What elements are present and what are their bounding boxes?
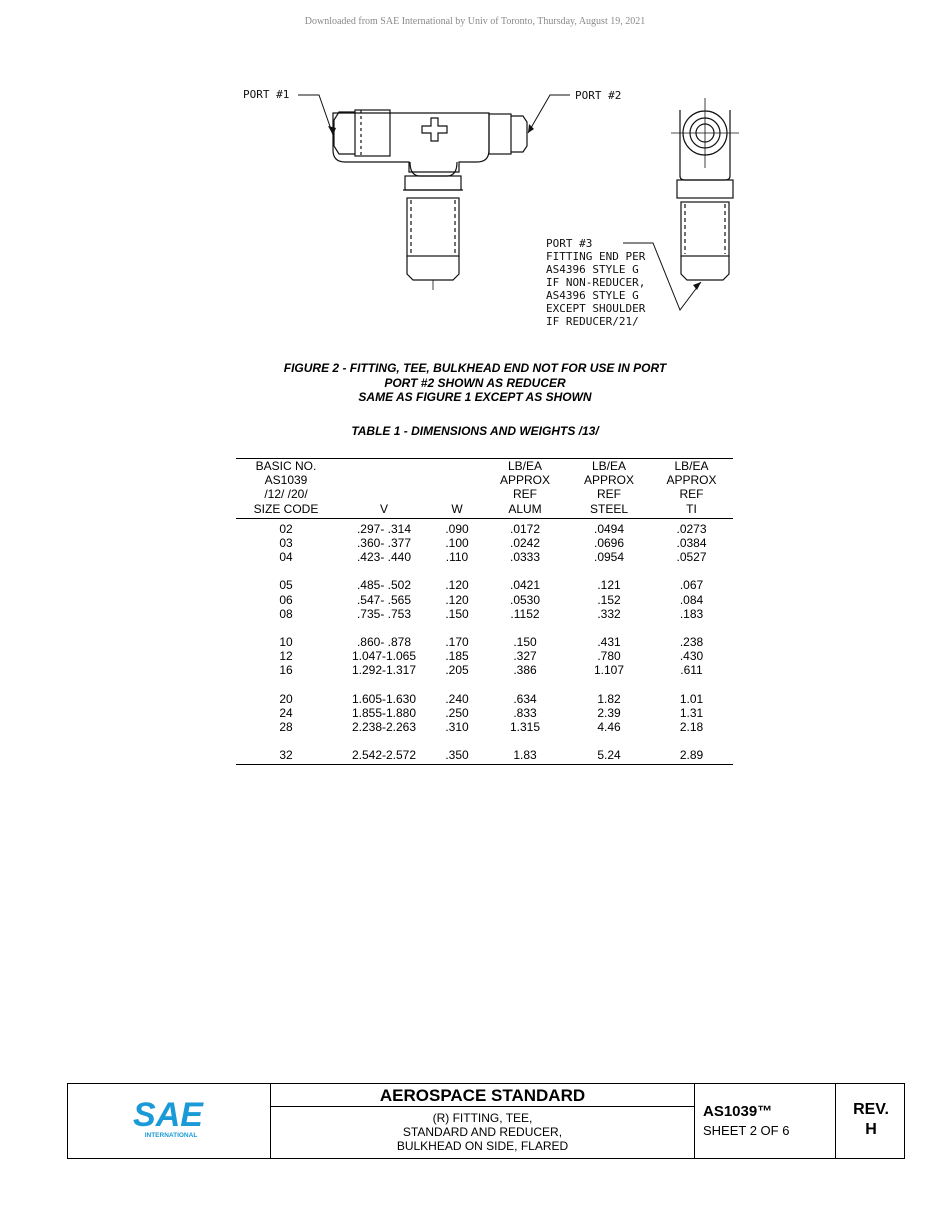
table-cell: .090 bbox=[445, 521, 469, 536]
table-cell: .0242 bbox=[509, 536, 541, 551]
table-cell: .735- .753 bbox=[356, 606, 412, 621]
svg-text:SAE: SAE bbox=[133, 1096, 203, 1134]
table-cell: 2.18 bbox=[679, 720, 704, 735]
table-cell: .0530 bbox=[509, 592, 541, 607]
port-2-label: PORT #2 bbox=[575, 89, 622, 102]
table-cell: 1.047-1.065 bbox=[351, 649, 417, 664]
header-size-code: BASIC NO. AS1039 /12/ /20/ SIZE CODE bbox=[236, 459, 336, 519]
table-cell: 2.542-2.572 bbox=[336, 734, 432, 765]
table-row bbox=[236, 550, 733, 564]
table-cell: .238 bbox=[679, 635, 704, 650]
table-cell: .0333 bbox=[509, 550, 541, 565]
sheet-number: SHEET 2 OF 6 bbox=[703, 1123, 790, 1138]
table-cell: .0494 bbox=[593, 521, 625, 536]
table-cell: 02 bbox=[279, 521, 293, 536]
table-row bbox=[236, 706, 733, 720]
header-alum: LB/EA APPROX REF ALUM bbox=[482, 459, 568, 519]
table-row bbox=[236, 564, 733, 592]
sae-logo bbox=[68, 1084, 271, 1158]
table-row bbox=[236, 734, 733, 765]
table-cell: .250 bbox=[445, 705, 469, 720]
table-cell: .121 bbox=[597, 578, 621, 593]
table-cell: .150 bbox=[445, 606, 469, 621]
table-cell: .240 bbox=[445, 691, 469, 706]
port-3-note-line: PORT #3 bbox=[546, 237, 593, 250]
table-cell: 04 bbox=[279, 550, 293, 565]
table-cell: .611 bbox=[680, 663, 703, 678]
table-cell: 28 bbox=[279, 720, 293, 735]
table-cell: .780 bbox=[597, 649, 621, 664]
table-cell: .310 bbox=[445, 720, 469, 735]
figure-caption-line: FIGURE 2 - FITTING, TEE, BULKHEAD END NOT FOR USE IN PORT bbox=[283, 361, 667, 375]
table-cell: .360- .377 bbox=[356, 536, 412, 551]
table-cell: 1.315 bbox=[509, 720, 541, 735]
logo-cell bbox=[68, 1084, 271, 1158]
table-cell: .386 bbox=[513, 663, 537, 678]
table-cell: .0527 bbox=[676, 550, 707, 565]
port-3-note-line: EXCEPT SHOULDER bbox=[546, 302, 646, 315]
document-description: (R) FITTING, TEE, STANDARD AND REDUCER, BULKHEAD ON SIDE, FLARED bbox=[396, 1111, 569, 1153]
revision-label: REV. bbox=[853, 1101, 889, 1118]
table-row bbox=[236, 536, 733, 550]
table-cell: 10 bbox=[279, 635, 293, 650]
header-ti: LB/EA APPROX REF TI bbox=[650, 459, 733, 519]
table-cell: 1.605-1.630 bbox=[351, 691, 417, 706]
document-number: AS1039™ bbox=[703, 1103, 773, 1120]
table-cell: .0954 bbox=[593, 550, 625, 565]
table-cell: .185 bbox=[445, 649, 469, 664]
title-cell bbox=[271, 1084, 695, 1158]
table-row bbox=[236, 593, 733, 607]
table-row bbox=[236, 678, 733, 706]
table-cell: .067 bbox=[679, 578, 704, 593]
table-row bbox=[236, 607, 733, 621]
table-cell: .423- .440 bbox=[356, 550, 412, 565]
table-cell: .431 bbox=[597, 635, 621, 650]
header-v: V bbox=[336, 459, 432, 519]
table-cell: 20 bbox=[279, 691, 293, 706]
table-row bbox=[236, 663, 733, 677]
download-watermark: Downloaded from SAE International by Univ of Toronto, Thursday, August 19, 2021 bbox=[304, 16, 646, 27]
table-cell: .485- .502 bbox=[356, 578, 412, 593]
table-cell: 08 bbox=[279, 606, 293, 621]
table-cell: 24 bbox=[279, 705, 293, 720]
port-3-note-line: FITTING END PER bbox=[546, 250, 646, 263]
header-w: W bbox=[432, 459, 482, 519]
document-number-cell bbox=[695, 1084, 836, 1158]
dimensions-table bbox=[236, 458, 733, 765]
table-cell: .350 bbox=[432, 734, 482, 765]
table-cell: .120 bbox=[445, 592, 469, 607]
revision-cell bbox=[836, 1084, 906, 1158]
table-cell: .0384 bbox=[676, 536, 707, 551]
table-cell: .110 bbox=[445, 550, 469, 565]
table-row bbox=[236, 621, 733, 649]
port-3-note-line: AS4396 STYLE G bbox=[546, 289, 639, 302]
table-cell: .120 bbox=[445, 578, 469, 593]
figure-caption-line: PORT #2 SHOWN AS REDUCER bbox=[384, 375, 566, 390]
table-cell: .100 bbox=[445, 536, 469, 551]
figure-caption bbox=[0, 361, 950, 405]
table-cell: .833 bbox=[513, 705, 537, 720]
table-cell: 05 bbox=[279, 578, 293, 593]
title-block bbox=[67, 1083, 905, 1159]
table-cell: 32 bbox=[236, 734, 336, 765]
table-cell: 1.82 bbox=[597, 691, 621, 706]
revision-value: H bbox=[865, 1121, 877, 1138]
table-cell: .0172 bbox=[509, 521, 541, 536]
table-cell: .297- .314 bbox=[356, 521, 412, 536]
table-cell: 06 bbox=[279, 592, 293, 607]
table-cell: 16 bbox=[279, 663, 293, 678]
table-row bbox=[236, 649, 733, 663]
revision bbox=[836, 1100, 906, 1140]
table-cell: 1.83 bbox=[482, 734, 568, 765]
port-3-note-line: IF NON-REDUCER, bbox=[546, 276, 646, 289]
table-cell: 03 bbox=[279, 536, 293, 551]
table-cell: .205 bbox=[445, 663, 469, 678]
port-3-note-line: IF REDUCER/21/ bbox=[546, 315, 639, 328]
table-cell: 4.46 bbox=[597, 720, 621, 735]
table-cell: .0273 bbox=[676, 521, 707, 536]
table-cell: 2.39 bbox=[597, 705, 621, 720]
table-cell: .430 bbox=[679, 649, 704, 664]
figure-caption-line: SAME AS FIGURE 1 EXCEPT AS SHOWN bbox=[358, 390, 592, 404]
port-3-note-line: AS4396 STYLE G bbox=[546, 263, 639, 276]
table-title: TABLE 1 - DIMENSIONS AND WEIGHTS /13/ bbox=[351, 424, 599, 438]
table-cell: .332 bbox=[597, 606, 621, 621]
table-cell: .327 bbox=[513, 649, 537, 664]
svg-text:INTERNATIONAL: INTERNATIONAL bbox=[144, 1132, 198, 1139]
table-cell: .0696 bbox=[593, 536, 625, 551]
table-cell: 1.855-1.880 bbox=[351, 705, 417, 720]
table-cell: .547- .565 bbox=[356, 592, 412, 607]
port-3-note bbox=[546, 237, 646, 328]
table-cell: .183 bbox=[679, 606, 704, 621]
table-row bbox=[236, 518, 733, 536]
table-header-row bbox=[236, 459, 733, 519]
table-cell: .0421 bbox=[509, 578, 541, 593]
table-cell: .150 bbox=[513, 635, 537, 650]
table-cell: .084 bbox=[679, 592, 704, 607]
standard-title: AEROSPACE STANDARD bbox=[271, 1084, 694, 1107]
table-cell: 5.24 bbox=[568, 734, 650, 765]
header-steel: LB/EA APPROX REF STEEL bbox=[568, 459, 650, 519]
table-cell: 12 bbox=[279, 649, 293, 664]
table-cell: 1.01 bbox=[679, 691, 704, 706]
table-cell: .1152 bbox=[510, 606, 540, 621]
table-cell: .634 bbox=[513, 691, 537, 706]
table-cell: 1.107 bbox=[593, 663, 625, 678]
tee-fitting-drawing bbox=[225, 80, 765, 350]
table-cell: 2.89 bbox=[650, 734, 733, 765]
table-cell: 2.238-2.263 bbox=[351, 720, 417, 735]
table-cell: .152 bbox=[597, 592, 621, 607]
table-cell: .170 bbox=[445, 635, 469, 650]
table-cell: 1.31 bbox=[679, 705, 704, 720]
port-1-label: PORT #1 bbox=[243, 88, 290, 101]
table-cell: 1.292-1.317 bbox=[351, 663, 417, 678]
table-row bbox=[236, 720, 733, 734]
table-cell: .860- .878 bbox=[356, 635, 412, 650]
